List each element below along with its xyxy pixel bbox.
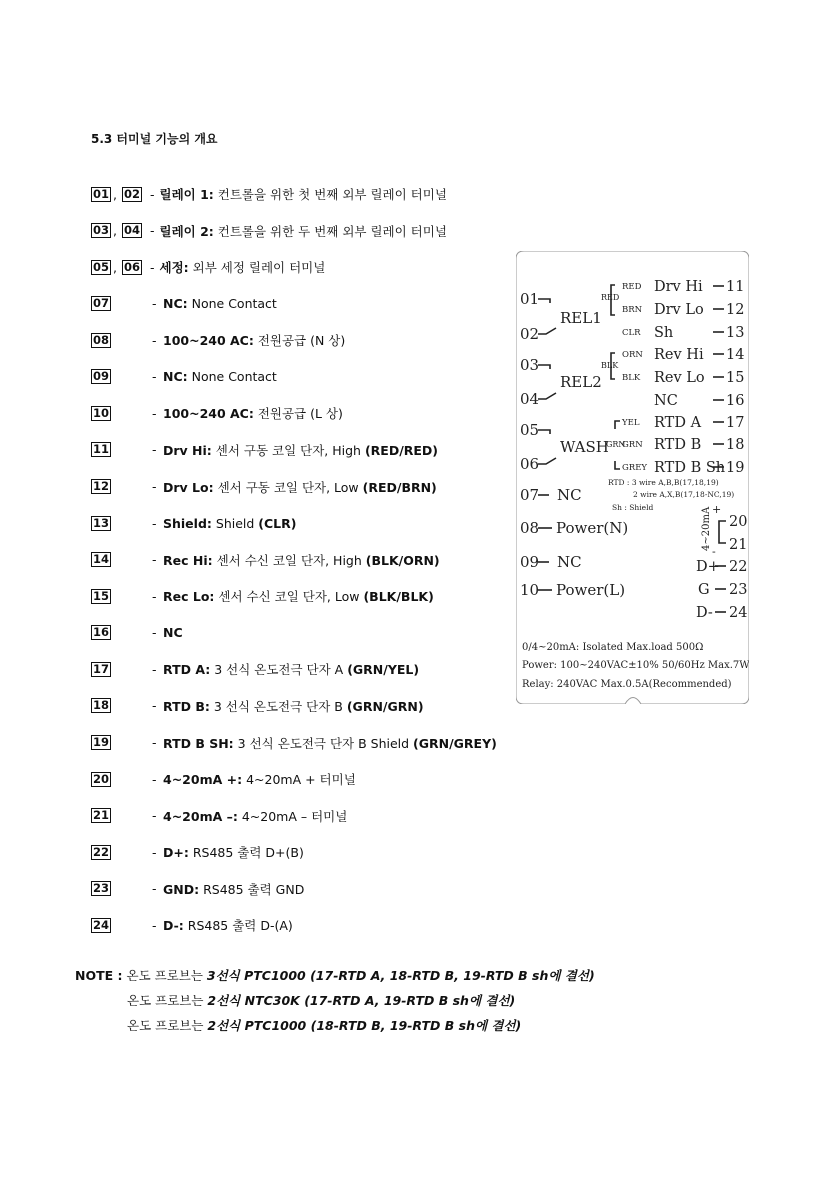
row-dash: - bbox=[152, 771, 157, 787]
note-line-1 bbox=[75, 966, 595, 984]
row-dash: - bbox=[152, 735, 157, 751]
row-dash: - bbox=[152, 552, 157, 568]
terminal-description bbox=[160, 185, 447, 203]
note-line-1-prefix: 온도 프로브는 bbox=[122, 968, 207, 983]
terminal-description bbox=[163, 880, 304, 898]
terminal-description bbox=[163, 660, 419, 678]
terminal-number-box: 04 bbox=[124, 223, 141, 238]
terminal-label: NC: bbox=[163, 369, 188, 385]
diag-num-14: 14 bbox=[726, 347, 745, 363]
diag-wire-15: BLK bbox=[622, 373, 641, 383]
terminal-text: 3 선식 온도전극 단자 A bbox=[210, 662, 348, 678]
diag-ma-minus: - bbox=[712, 545, 716, 558]
terminal-description bbox=[163, 441, 438, 459]
terminal-row bbox=[91, 404, 343, 422]
diag-wire-14: ORN bbox=[622, 350, 643, 360]
terminal-number-box: 24 bbox=[93, 917, 110, 932]
terminal-row bbox=[91, 441, 439, 459]
terminal-number-box: 08 bbox=[93, 332, 110, 347]
diag-nc-label: NC bbox=[557, 486, 582, 504]
row-dash: - bbox=[152, 479, 157, 495]
diag-num-11: 11 bbox=[726, 279, 745, 295]
diag-rtd-note-1: RTD : 3 wire A,B,B(17,18,19) bbox=[608, 478, 719, 487]
terminal-description bbox=[160, 258, 326, 276]
row-dash: - bbox=[152, 661, 157, 677]
diag-num-24: 24 bbox=[729, 605, 748, 621]
relay-terminals bbox=[538, 299, 556, 590]
note-line-2-emph: 2선식 NTC30K (17-RTD A, 19-RTD B sh에 결선) bbox=[207, 993, 516, 1008]
terminal-row bbox=[91, 587, 434, 605]
diag-g-label: G bbox=[698, 582, 710, 598]
terminal-row bbox=[91, 624, 183, 642]
terminal-number-box: 11 bbox=[93, 442, 110, 457]
terminal-number-box: 14 bbox=[93, 552, 110, 567]
wire-color-code: (BLK/BLK) bbox=[363, 589, 434, 605]
row-dash: - bbox=[152, 442, 157, 458]
terminal-description bbox=[163, 516, 296, 531]
terminal-description bbox=[163, 478, 437, 496]
number-separator: , bbox=[113, 186, 117, 202]
row-dash: - bbox=[152, 369, 157, 385]
terminal-number-box: 13 bbox=[93, 515, 110, 530]
diag-term-02: 02 bbox=[520, 325, 540, 343]
diag-group-red: RED bbox=[601, 293, 620, 302]
number-separator: , bbox=[113, 223, 117, 239]
diag-term-04: 04 bbox=[520, 390, 540, 408]
terminal-text: 컨트롤을 위한 두 번째 외부 릴레이 터미널 bbox=[213, 223, 447, 239]
diag-name-17: RTD A bbox=[654, 415, 702, 431]
diag-num-22: 22 bbox=[729, 559, 748, 575]
terminal-number-box: 15 bbox=[93, 588, 110, 603]
note-line-1-emph: 3선식 PTC1000 (17-RTD A, 18-RTD B, 19-RTD B sh에 결선) bbox=[206, 968, 595, 983]
diag-name-19: RTD B Sh bbox=[654, 460, 726, 476]
note-line-3-prefix: 온도 프로브는 bbox=[127, 1018, 208, 1033]
terminal-row bbox=[91, 734, 497, 752]
terminal-description bbox=[163, 296, 277, 311]
terminal-text: 전원공급 (L 상) bbox=[253, 406, 343, 422]
row-dash: - bbox=[152, 515, 157, 531]
terminal-row bbox=[91, 880, 305, 898]
terminal-number-box: 16 bbox=[93, 625, 110, 640]
terminal-text: None Contact bbox=[187, 296, 277, 312]
terminal-text: 센서 수신 코일 단자, Low bbox=[214, 589, 364, 605]
diag-num-23: 23 bbox=[729, 582, 748, 598]
terminal-text: 컨트롤을 위한 첫 번째 외부 릴레이 터미널 bbox=[213, 187, 447, 202]
diag-num-16: 16 bbox=[726, 393, 745, 409]
diag-wire-19: GREY bbox=[622, 463, 648, 473]
row-dash: - bbox=[152, 296, 157, 312]
wire-color-code: (BLK/ORN) bbox=[365, 552, 440, 568]
diag-group-grn: GRN bbox=[606, 440, 626, 449]
terminal-number-box: 19 bbox=[93, 735, 110, 750]
diag-group-blk: BLK bbox=[601, 361, 619, 370]
diag-ma-plus: + bbox=[712, 503, 722, 516]
terminal-number-box: 17 bbox=[93, 661, 110, 676]
row-dash: - bbox=[152, 844, 157, 860]
diag-term-05: 05 bbox=[520, 421, 540, 439]
diag-term-03: 03 bbox=[520, 356, 540, 374]
terminal-label: RTD A: bbox=[163, 662, 211, 678]
terminal-number-box: 23 bbox=[93, 881, 110, 896]
diag-num-21: 21 bbox=[729, 537, 748, 553]
terminal-text: RS485 출력 D-(A) bbox=[183, 918, 293, 934]
diag-num-17: 17 bbox=[726, 415, 745, 431]
terminal-diagram bbox=[516, 251, 749, 704]
terminal-description bbox=[163, 404, 343, 422]
terminal-row bbox=[91, 807, 348, 825]
terminal-label: RTD B SH: bbox=[163, 735, 234, 751]
diag-num-13: 13 bbox=[726, 325, 745, 341]
terminal-number-box: 05 bbox=[93, 259, 110, 274]
wire-color-code: (GRN/YEL) bbox=[347, 662, 420, 678]
terminal-description bbox=[163, 770, 356, 788]
terminal-text: 3 선식 온도전극 단자 B bbox=[209, 698, 347, 714]
diag-ma-label: 4~20mA bbox=[701, 506, 712, 551]
diag-name-15: Rev Lo bbox=[654, 370, 705, 386]
diag-wire-12: BRN bbox=[622, 305, 643, 315]
terminal-description bbox=[160, 222, 447, 240]
diag-group-wash: WASH bbox=[560, 438, 609, 456]
terminal-text: None Contact bbox=[187, 369, 277, 385]
number-separator: , bbox=[113, 259, 117, 275]
row-dash: - bbox=[150, 186, 155, 202]
diag-name-14: Rev Hi bbox=[654, 347, 704, 363]
row-dash: - bbox=[152, 808, 157, 824]
note-label: NOTE : bbox=[75, 968, 123, 983]
terminal-number-box: 06 bbox=[124, 259, 141, 274]
row-dash: - bbox=[152, 405, 157, 421]
terminal-label: Shield: bbox=[163, 515, 212, 531]
diag-term-08: 08 bbox=[520, 519, 540, 537]
section-title: 5.3 터미널 기능의 개요 bbox=[91, 132, 218, 146]
diag-name-18: RTD B bbox=[654, 437, 702, 453]
terminal-number-box: 09 bbox=[93, 369, 110, 384]
terminal-number-box: 02 bbox=[124, 186, 141, 201]
terminal-label: NC: bbox=[163, 296, 188, 312]
terminal-description bbox=[163, 587, 434, 605]
diag-name-16: NC bbox=[654, 393, 678, 409]
terminal-row bbox=[91, 551, 440, 569]
terminal-text: 센서 구동 코일 단자, Low bbox=[213, 479, 363, 495]
diag-wire-17: YEL bbox=[622, 418, 640, 428]
diag-dplus: D+ bbox=[696, 559, 720, 575]
diag-spec-2: Power: 100~240VAC±10% 50/60Hz Max.7W bbox=[522, 660, 749, 671]
wire-color-code: (GRN/GRN) bbox=[346, 698, 424, 714]
diag-name-11: Drv Hi bbox=[654, 279, 703, 295]
terminal-number-box: 18 bbox=[93, 698, 110, 713]
terminal-number-box: 10 bbox=[93, 405, 110, 420]
terminal-row bbox=[91, 697, 424, 715]
row-dash: - bbox=[152, 332, 157, 348]
terminal-row bbox=[91, 295, 277, 313]
terminal-number-box: 07 bbox=[93, 296, 110, 311]
terminal-description bbox=[163, 697, 424, 715]
terminal-description bbox=[163, 551, 440, 569]
terminal-row bbox=[91, 916, 293, 934]
diag-wire-11: RED bbox=[622, 282, 642, 292]
terminal-label: GND: bbox=[163, 881, 200, 897]
terminal-label: 100~240 AC: bbox=[163, 406, 254, 422]
diag-num-12: 12 bbox=[726, 302, 745, 318]
terminal-number-box: 12 bbox=[93, 479, 110, 494]
row-dash: - bbox=[152, 917, 157, 933]
note-line-2 bbox=[127, 991, 515, 1009]
terminal-label: 릴레이 1: bbox=[159, 187, 214, 202]
terminal-row bbox=[91, 478, 437, 496]
terminal-label: 100~240 AC: bbox=[163, 333, 254, 349]
terminal-description bbox=[163, 916, 293, 934]
diag-power-n: Power(N) bbox=[556, 519, 629, 537]
wire-color-code: (CLR) bbox=[258, 515, 297, 531]
diag-term-10: 10 bbox=[520, 581, 540, 599]
diag-name-13: Sh bbox=[654, 325, 674, 341]
terminal-label: 4~20mA +: bbox=[163, 772, 243, 788]
terminal-label: 릴레이 2: bbox=[159, 223, 214, 239]
terminal-number-box: 01 bbox=[93, 186, 110, 201]
terminal-text: Shield bbox=[211, 515, 259, 531]
row-dash: - bbox=[152, 625, 157, 641]
terminal-label: Drv Hi: bbox=[163, 442, 212, 458]
diag-term-07: 07 bbox=[520, 486, 540, 504]
diag-spec-1: 0/4~20mA: Isolated Max.load 500Ω bbox=[522, 642, 704, 653]
note-line-3-emph: 2선식 PTC1000 (18-RTD B, 19-RTD B sh에 결선) bbox=[207, 1018, 522, 1033]
terminal-row bbox=[91, 660, 420, 678]
diag-num-19: 19 bbox=[726, 460, 745, 476]
terminal-row bbox=[91, 222, 447, 240]
terminal-row bbox=[91, 368, 277, 386]
terminal-label: D+: bbox=[163, 845, 189, 861]
terminal-description bbox=[163, 331, 345, 349]
terminal-text: 4~20mA – 터미널 bbox=[237, 808, 348, 824]
diag-sh-note: Sh : Shield bbox=[612, 503, 654, 512]
terminal-text: 센서 수신 코일 단자, High bbox=[212, 552, 366, 568]
ma-bracket bbox=[719, 521, 726, 543]
diag-group-rel1: REL1 bbox=[560, 309, 602, 327]
terminal-text: 3 선식 온도전극 단자 B Shield bbox=[233, 735, 414, 751]
note-line-3 bbox=[127, 1016, 521, 1034]
diag-group-rel2: REL2 bbox=[560, 373, 602, 391]
terminal-text: 센서 구동 코일 단자, High bbox=[211, 442, 365, 458]
wire-color-code: (GRN/GREY) bbox=[413, 735, 497, 751]
terminal-number-box: 22 bbox=[93, 844, 110, 859]
terminal-label: Rec Lo: bbox=[163, 589, 215, 605]
terminal-text: 외부 세정 릴레이 터미널 bbox=[188, 260, 326, 276]
diag-nc-label-2: NC bbox=[557, 553, 582, 571]
terminal-label: Rec Hi: bbox=[163, 552, 213, 568]
terminal-number-box: 03 bbox=[93, 223, 110, 238]
terminal-description bbox=[163, 843, 304, 861]
right-dashes bbox=[713, 286, 724, 467]
diag-rtd-note-2: 2 wire A,X,B(17,18-NC,19) bbox=[633, 490, 735, 499]
row-dash: - bbox=[152, 588, 157, 604]
terminal-description bbox=[163, 734, 497, 752]
terminal-number-box: 21 bbox=[93, 808, 110, 823]
wire-color-code: (RED/BRN) bbox=[362, 479, 437, 495]
diag-term-06: 06 bbox=[520, 455, 540, 473]
terminal-label: RTD B: bbox=[163, 698, 210, 714]
diag-num-15: 15 bbox=[726, 370, 745, 386]
terminal-row bbox=[91, 185, 447, 203]
terminal-row bbox=[91, 843, 304, 861]
diag-wire-18: GRN bbox=[622, 440, 643, 450]
terminal-row bbox=[91, 514, 297, 532]
diag-dminus: D- bbox=[696, 605, 713, 621]
terminal-label: NC bbox=[163, 625, 183, 641]
row-dash: - bbox=[152, 881, 157, 897]
row-dash: - bbox=[152, 698, 157, 714]
diag-power-l: Power(L) bbox=[556, 581, 626, 599]
row-dash: - bbox=[150, 223, 155, 239]
terminal-row bbox=[91, 770, 356, 788]
terminal-label: 4~20mA –: bbox=[163, 808, 238, 824]
terminal-text: 4~20mA + 터미널 bbox=[242, 772, 356, 788]
terminal-description bbox=[163, 807, 347, 825]
terminal-text: 전원공급 (N 상) bbox=[253, 333, 346, 349]
row-dash: - bbox=[150, 259, 155, 275]
terminal-row bbox=[91, 258, 325, 276]
terminal-label: Drv Lo: bbox=[163, 479, 214, 495]
terminal-label: 세정: bbox=[159, 260, 189, 276]
diag-num-18: 18 bbox=[726, 437, 745, 453]
diag-term-01: 01 bbox=[520, 290, 540, 308]
terminal-text: RS485 출력 D+(B) bbox=[188, 845, 304, 861]
diag-name-12: Drv Lo bbox=[654, 302, 704, 318]
diag-wire-13: CLR bbox=[622, 328, 641, 338]
note-line-2-prefix: 온도 프로브는 bbox=[127, 993, 208, 1008]
wire-color-code: (RED/RED) bbox=[364, 442, 439, 458]
terminal-description bbox=[163, 369, 277, 384]
terminal-number-box: 20 bbox=[93, 771, 110, 786]
terminal-text: RS485 출력 GND bbox=[199, 881, 305, 897]
diag-spec-3: Relay: 240VAC Max.0.5A(Recommended) bbox=[522, 679, 732, 690]
terminal-description bbox=[163, 625, 183, 640]
diag-num-20: 20 bbox=[729, 514, 748, 530]
terminal-row bbox=[91, 331, 346, 349]
terminal-label: D-: bbox=[163, 918, 184, 934]
diag-term-09: 09 bbox=[520, 553, 540, 571]
